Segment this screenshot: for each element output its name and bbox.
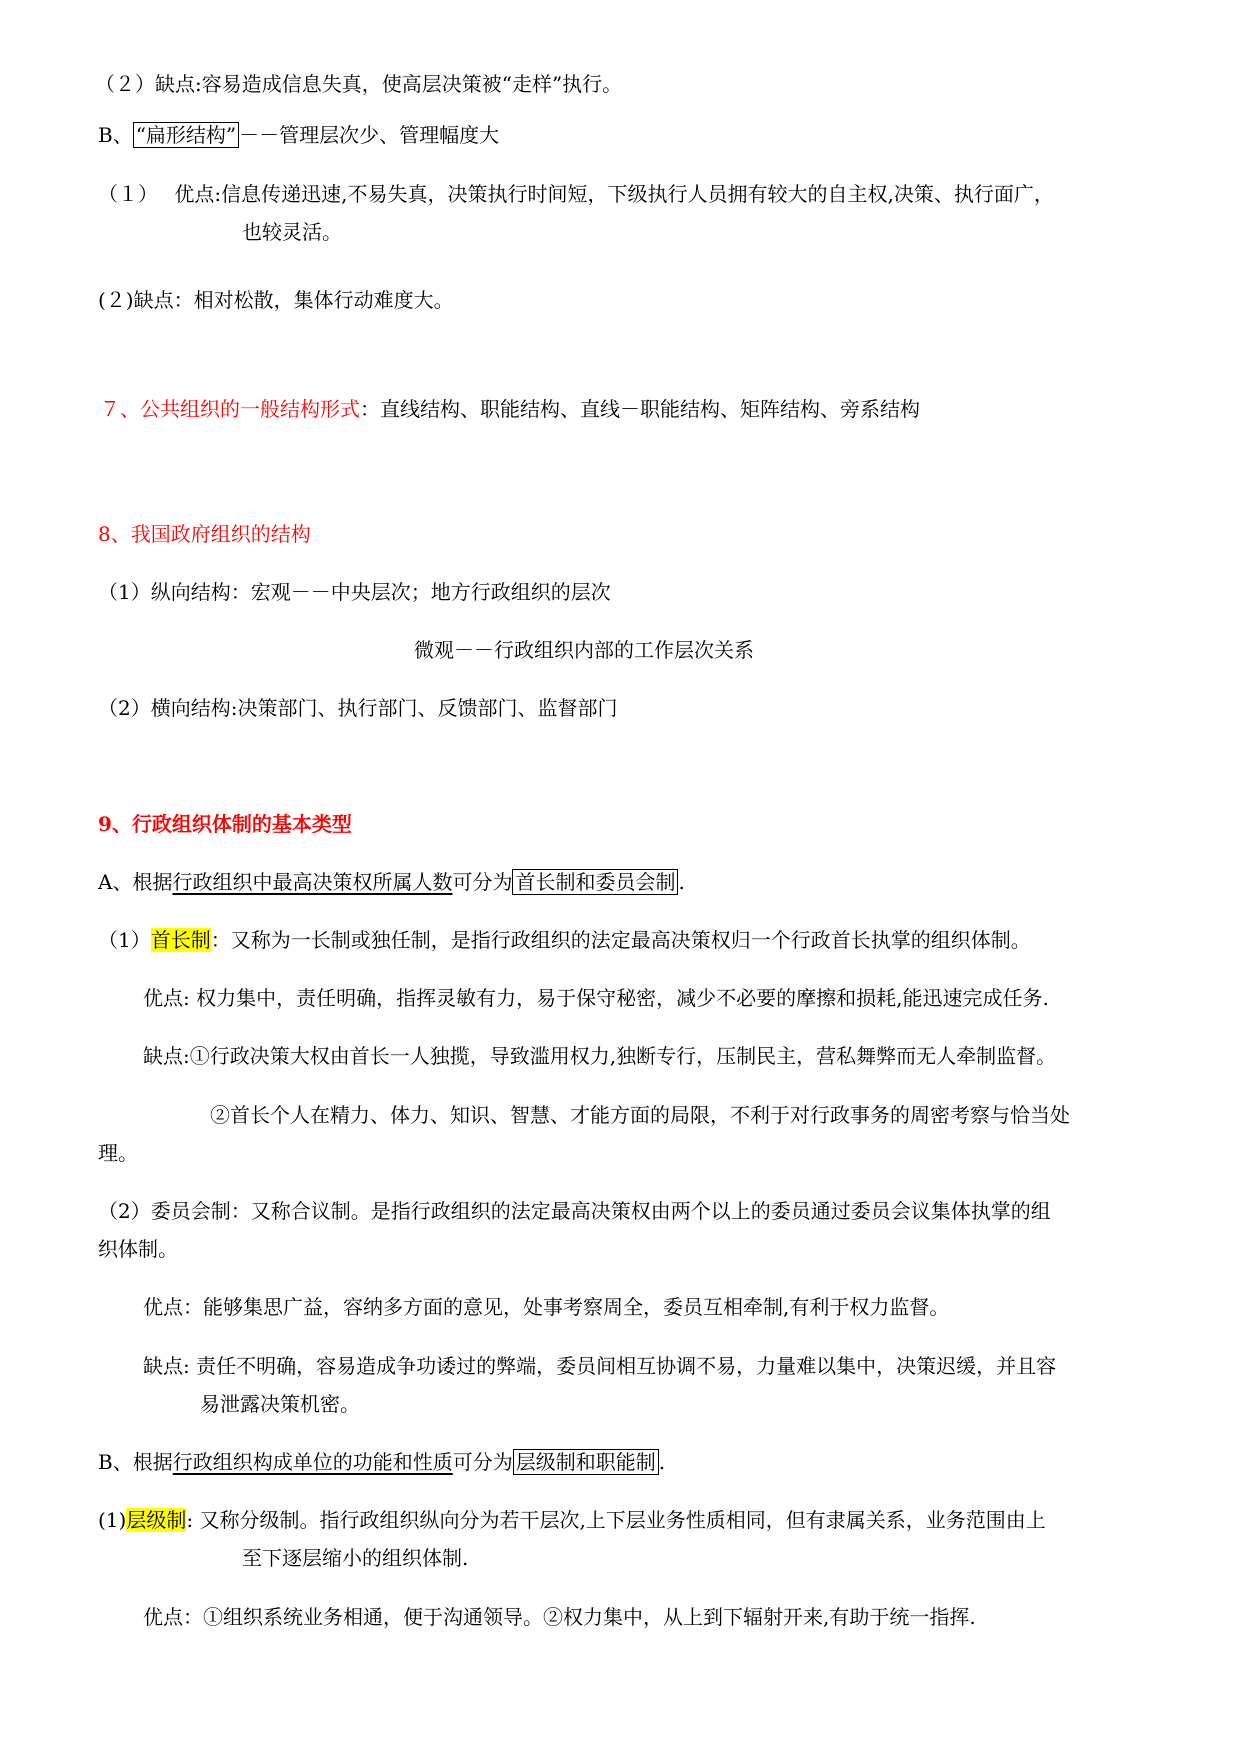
text-line bbox=[98, 180, 1054, 208]
item-label: (1) bbox=[98, 1508, 127, 1532]
section-heading: 9、行政组织体制的基本类型 bbox=[98, 812, 352, 836]
section-heading: 8、我国政府组织的结构 bbox=[98, 522, 311, 546]
highlighted-term: 首长制 bbox=[150, 928, 211, 952]
text-line: 易泄露决策机密。 bbox=[200, 1392, 360, 1416]
text-line: （2）横向结构:决策部门、执行部门、反馈部门、监督部门 bbox=[98, 696, 618, 720]
underlined-term: 行政组织构成单位的功能和性质 bbox=[172, 1450, 453, 1474]
text-line: 缺点:①行政决策大权由首长一人独揽，导致滥用权力,独断专行，压制民主，营私舞弊而无人牵制监督。 bbox=[143, 1044, 1057, 1068]
line-text: 可分为 bbox=[452, 1450, 513, 1474]
text-line: 优点：能够集思广益，容纳多方面的意见，处事考察周全，委员互相牵制,有利于权力监督。 bbox=[143, 1295, 950, 1319]
text-line: 至下逐层缩小的组织体制. bbox=[242, 1546, 469, 1570]
text-line bbox=[98, 121, 499, 149]
item-label: B、 bbox=[98, 123, 133, 147]
text-line bbox=[98, 868, 685, 896]
line-text: . bbox=[658, 1450, 666, 1474]
boxed-term: “扁形结构” bbox=[133, 122, 239, 148]
line-text: ：直线结构、职能结构、直线－职能结构、矩阵结构、旁系结构 bbox=[360, 397, 920, 421]
text-line: 优点: 权力集中，责任明确，指挥灵敏有力，易于保守秘密，减少不必要的摩擦和损耗,能迅速完成任务. bbox=[143, 986, 1049, 1010]
text-line bbox=[98, 1448, 665, 1476]
section-heading: ７、公共组织的一般结构形式 bbox=[100, 397, 360, 421]
text-line: （1）纵向结构：宏观－－中央层次；地方行政组织的层次 bbox=[98, 580, 611, 604]
boxed-term: 层级制和职能制 bbox=[513, 1449, 659, 1475]
item-label: A、根据 bbox=[98, 870, 173, 894]
text-line: 微观－－行政组织内部的工作层次关系 bbox=[414, 638, 754, 662]
item-label: （1） bbox=[98, 928, 151, 952]
text-line: （２）缺点:容易造成信息失真，使高层决策被“走样”执行。 bbox=[95, 72, 623, 96]
line-text: ：又称为一长制或独任制，是指行政组织的法定最高决策权归一个行政首长执掌的组织体制。 bbox=[210, 928, 1031, 952]
text-line: ②首长个人在精力、体力、知识、智慧、才能方面的局限，不利于对行政事务的周密考察与恰当处 bbox=[210, 1103, 1070, 1127]
text-line: 织体制。 bbox=[98, 1237, 178, 1261]
item-label: （１） 优点: bbox=[98, 182, 222, 206]
line-text: －－管理层次少、管理幅度大 bbox=[239, 123, 500, 147]
text-line: 理。 bbox=[98, 1141, 138, 1165]
underlined-term: 行政组织中最高决策权所属人数 bbox=[172, 870, 453, 894]
text-line: 优点：①组织系统业务相通，便于沟通领导。②权力集中，从上到下辐射开来,有助于统一指挥. bbox=[143, 1605, 976, 1629]
line-text: . bbox=[678, 870, 685, 894]
text-line bbox=[100, 395, 920, 423]
boxed-term: 首长制和委员会制 bbox=[512, 869, 678, 895]
text-line: 缺点: 责任不明确，容易造成争功诿过的弊端，委员间相互协调不易，力量难以集中，决策迟缓，并且容 bbox=[143, 1354, 1057, 1378]
text-line: （2）委员会制：又称合议制。是指行政组织的法定最高决策权由两个以上的委员通过委员会议集体执掌的组 bbox=[98, 1199, 1051, 1223]
line-text: : 又称分级制。指行政组织纵向分为若干层次,上下层业务性质相同，但有隶属关系，业务范围由上 bbox=[186, 1508, 1046, 1532]
highlighted-term: 层级制 bbox=[126, 1508, 187, 1532]
text-line bbox=[98, 926, 1031, 954]
line-text: 信息传递迅速,不易失真，决策执行时间短，下级执行人员拥有较大的自主权,决策、执行面广， bbox=[221, 182, 1054, 206]
text-line: 也较灵活。 bbox=[242, 220, 342, 244]
item-label: B、根据 bbox=[98, 1450, 173, 1474]
text-line bbox=[98, 1506, 1046, 1534]
line-text: 可分为 bbox=[452, 870, 513, 894]
text-line: (２)缺点：相对松散，集体行动难度大。 bbox=[98, 288, 454, 312]
